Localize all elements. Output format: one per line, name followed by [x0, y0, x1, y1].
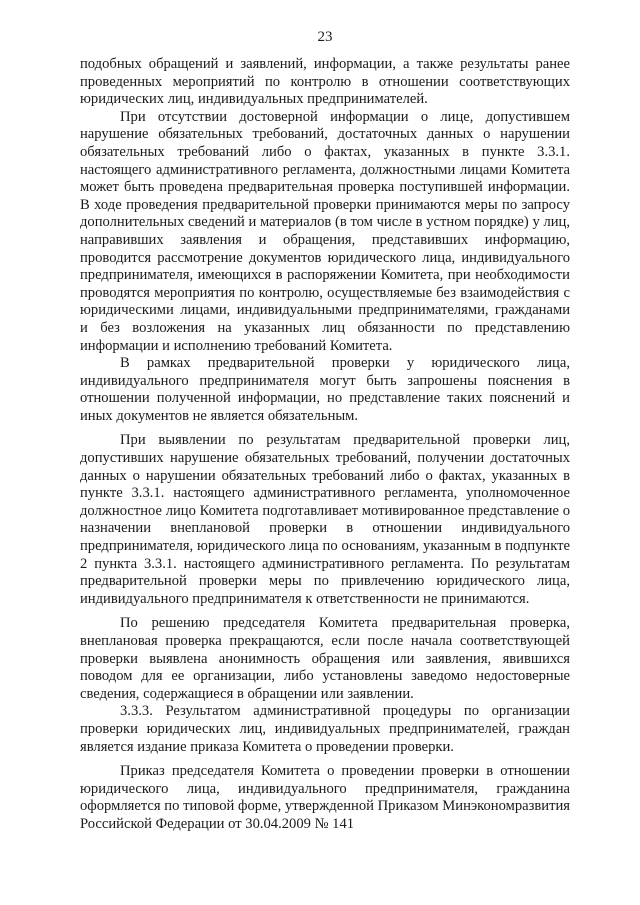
paragraph: Приказ председателя Комитета о проведении проверки в отношении юридического лица, индивидуального предпринимателя, гражданина оформляется по типовой форме, утвержденной Приказом Минэкономразвития Российской Федерации от 30.04.2009 № 141 — [80, 763, 570, 832]
paragraph: По решению председателя Комитета предварительная проверка, внеплановая проверка прекращаются, если после начала соответствующей проверки выявлена анонимность обращения или заявления, явившихся поводом для ее организации, либо установлены заведомо недостоверные сведения, содержащиеся в обращении или заявлении. — [80, 615, 570, 702]
document-page — [80, 28, 570, 834]
document-body — [80, 56, 570, 834]
page-number: 23 — [317, 29, 333, 45]
paragraph: В рамках предварительной проверки у юридического лица, индивидуального предпринимателя могут быть запрошены пояснения в отношении полученной информации, но представление таких пояснений и иных документов не является обязательным. — [80, 355, 570, 424]
paragraph: подобных обращений и заявлений, информации, а также результаты ранее проведенных мероприятий по контролю в отношении соответствующих юридических лиц, индивидуальных предпринимателей. — [80, 56, 570, 108]
paragraph: При выявлении по результатам предварительной проверки лиц, допустивших нарушение обязательных требований, получении достаточных данных о нарушении обязательных требований либо о фактах, указанных в пункте 3.3.1. настоящего административного регламента, уполномоченное должностное лицо Комитета подготавливает мотивированное представление о назначении внеплановой проверки в отношении индивидуального предпринимателя, юридического лица по основаниям, указанным в подпункте 2 пункта 3.3.1. настоящего административного регламента. По результатам предварительной проверки меры по привлечению юридического лица, индивидуального предпринимателя к ответственности не принимаются. — [80, 432, 570, 607]
paragraph: При отсутствии достоверной информации о лице, допустившем нарушение обязательных требований, достаточных данных о нарушении обязательных требований либо о фактах, указанных в пункте 3.3.1. настоящего административного регламента, должностными лицами Комитета может быть проведена предварительная проверка поступившей информации. В ходе проведения предварительной проверки принимаются меры по запросу дополнительных сведений и материалов (в том числе в устном порядке) у лиц, направивших заявления и обращения, представивших информацию, проводится рассмотрение документов юридического лица, индивидуального предпринимателя, имеющихся в распоряжении Комитета, при необходимости проводятся мероприятия по контролю, осуществляемые без взаимодействия с юридическими лицами, индивидуальными предпринимателями, гражданами и без возложения на указанных лиц обязанности по представлению информации и исполнению требований Комитета. — [80, 108, 570, 354]
paragraph: 3.3.3. Результатом административной процедуры по организации проверки юридических лиц, индивидуальных предпринимателей, граждан является издание приказа Комитета о проведении проверки. — [80, 703, 570, 755]
